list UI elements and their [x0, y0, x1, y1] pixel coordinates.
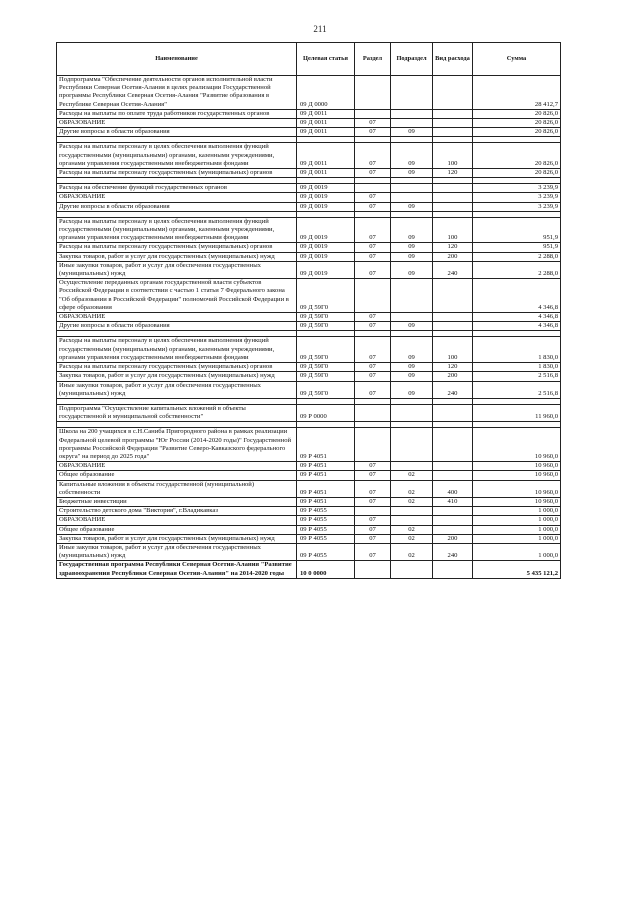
cell-subsection: 09 — [391, 217, 433, 243]
table-row — [57, 497, 561, 506]
cell-section: 07 — [355, 128, 391, 137]
cell-target-article: 09 Д 0019 — [297, 243, 355, 252]
cell-section: 07 — [355, 337, 391, 363]
cell-expense-type: 200 — [433, 372, 473, 381]
table-row — [57, 243, 561, 252]
cell-name: ОБРАЗОВАНИЕ — [57, 313, 297, 322]
cell-sum: 2 288,0 — [473, 252, 561, 261]
cell-section: 07 — [355, 372, 391, 381]
cell-target-article: 09 Р 4051 — [297, 471, 355, 480]
cell-expense-type — [433, 525, 473, 534]
cell-expense-type — [433, 507, 473, 516]
cell-target-article: 09 Р 4055 — [297, 507, 355, 516]
table-row — [57, 217, 561, 243]
cell-subsection: 09 — [391, 169, 433, 178]
cell-target-article: 09 Д 0011 — [297, 128, 355, 137]
cell-section: 07 — [355, 143, 391, 169]
cell-section — [355, 404, 391, 421]
cell-target-article: 09 Д 0011 — [297, 143, 355, 169]
cell-expense-type — [433, 471, 473, 480]
cell-expense-type — [433, 202, 473, 211]
cell-subsection — [391, 561, 433, 578]
cell-subsection: 09 — [391, 372, 433, 381]
table-row — [57, 525, 561, 534]
cell-expense-type — [433, 516, 473, 525]
header-sum: Сумма — [473, 43, 561, 76]
cell-sum: 1 830,0 — [473, 363, 561, 372]
cell-expense-type: 120 — [433, 169, 473, 178]
cell-section: 07 — [355, 480, 391, 497]
cell-sum: 20 826,0 — [473, 169, 561, 178]
cell-section: 07 — [355, 381, 391, 398]
cell-section: 07 — [355, 313, 391, 322]
cell-sum: 951,9 — [473, 217, 561, 243]
cell-section: 07 — [355, 261, 391, 278]
cell-expense-type — [433, 119, 473, 128]
cell-subsection: 09 — [391, 381, 433, 398]
cell-subsection — [391, 193, 433, 202]
cell-subsection — [391, 462, 433, 471]
cell-section: 07 — [355, 363, 391, 372]
cell-sum: 20 826,0 — [473, 143, 561, 169]
cell-expense-type — [433, 322, 473, 331]
cell-expense-type — [433, 184, 473, 193]
cell-target-article: 09 Р 4055 — [297, 543, 355, 560]
cell-sum: 1 000,0 — [473, 525, 561, 534]
cell-name: ОБРАЗОВАНИЕ — [57, 516, 297, 525]
cell-name: Подпрограмма "Обеспечение деятельности органов исполнительной власти Республики Северная Осетия-Алания в целях реализации Государственной программы Республики Северная Осетия-Алания "Развитие образования в Республике Северная Осетия-Алания" — [57, 76, 297, 110]
cell-section: 07 — [355, 543, 391, 560]
cell-expense-type: 100 — [433, 143, 473, 169]
cell-expense-type: 120 — [433, 243, 473, 252]
cell-name: Расходы на выплаты по оплате труда работников государственных органов — [57, 109, 297, 118]
cell-section: 07 — [355, 471, 391, 480]
cell-name: Расходы на выплаты персоналу государственных (муниципальных) органов — [57, 169, 297, 178]
cell-subsection — [391, 279, 433, 313]
cell-expense-type: 400 — [433, 480, 473, 497]
cell-sum: 20 826,0 — [473, 119, 561, 128]
header-target: Целевая статья — [297, 43, 355, 76]
cell-sum: 2 516,8 — [473, 381, 561, 398]
cell-target-article: 09 Д 0011 — [297, 109, 355, 118]
cell-section: 07 — [355, 243, 391, 252]
cell-name: Закупка товаров, работ и услуг для государственных (муниципальных) нужд — [57, 372, 297, 381]
cell-subsection: 09 — [391, 261, 433, 278]
cell-section — [355, 109, 391, 118]
cell-target-article: 10 0 0000 — [297, 561, 355, 578]
cell-subsection: 02 — [391, 525, 433, 534]
table-row — [57, 313, 561, 322]
cell-subsection — [391, 428, 433, 462]
cell-name: Подпрограмма "Осуществление капитальных вложений в объекты государственной и муниципальной собственности" — [57, 404, 297, 421]
cell-target-article: 09 Д 0019 — [297, 202, 355, 211]
cell-sum: 2 516,8 — [473, 372, 561, 381]
cell-name: Осуществление переданных органам государственной власти субъектов Российской Федерации в соответствии с частью 1 статьи 7 Федерального закона "Об образовании в Российской Федерации" полномочий Российской Федерации в сфере образования — [57, 279, 297, 313]
cell-expense-type: 120 — [433, 363, 473, 372]
cell-sum: 1 000,0 — [473, 507, 561, 516]
table-row — [57, 516, 561, 525]
table-row — [57, 561, 561, 578]
table-row — [57, 261, 561, 278]
cell-sum: 10 960,0 — [473, 471, 561, 480]
cell-target-article: 09 Д 0011 — [297, 119, 355, 128]
cell-section: 07 — [355, 119, 391, 128]
cell-target-article: 09 Д 59Г0 — [297, 322, 355, 331]
table-header — [57, 43, 561, 76]
cell-subsection — [391, 404, 433, 421]
header-expense-type: Вид расхода — [433, 43, 473, 76]
cell-name: Общее образование — [57, 471, 297, 480]
cell-subsection: 09 — [391, 363, 433, 372]
table-row — [57, 534, 561, 543]
table-row — [57, 480, 561, 497]
cell-sum: 3 239,9 — [473, 202, 561, 211]
cell-subsection: 09 — [391, 128, 433, 137]
cell-sum: 3 239,9 — [473, 193, 561, 202]
cell-subsection: 09 — [391, 252, 433, 261]
cell-name: ОБРАЗОВАНИЕ — [57, 462, 297, 471]
cell-section: 07 — [355, 525, 391, 534]
cell-subsection — [391, 516, 433, 525]
cell-target-article: 09 Д 0019 — [297, 261, 355, 278]
cell-section: 07 — [355, 322, 391, 331]
table-body — [57, 76, 561, 579]
cell-subsection: 09 — [391, 202, 433, 211]
cell-target-article: 09 Д 0000 — [297, 76, 355, 110]
cell-sum: 11 960,0 — [473, 404, 561, 421]
cell-subsection: 09 — [391, 337, 433, 363]
cell-name: Государственная программа Республики Северная Осетия-Алания "Развитие здравоохранения Республики Северная Осетия-Алания" на 2014-2020 годы — [57, 561, 297, 578]
cell-section: 07 — [355, 193, 391, 202]
cell-sum: 20 826,0 — [473, 109, 561, 118]
cell-name: Расходы на выплаты персоналу в целях обеспечения выполнения функций государственными (муниципальными) органами, казенными учреждениями, органами управления государственными внебюджетными фондами — [57, 337, 297, 363]
cell-name: ОБРАЗОВАНИЕ — [57, 193, 297, 202]
cell-section — [355, 507, 391, 516]
table-row — [57, 119, 561, 128]
cell-target-article: 09 Д 59Г0 — [297, 313, 355, 322]
cell-expense-type — [433, 404, 473, 421]
cell-name: Расходы на выплаты персоналу в целях обеспечения выполнения функций государственными (муниципальными) органами, казенными учреждениями, органами управления государственными внебюджетными фондами — [57, 143, 297, 169]
cell-name: Другие вопросы в области образования — [57, 202, 297, 211]
cell-name: Капитальные вложения в объекты государственной (муниципальной) собственности — [57, 480, 297, 497]
cell-target-article: 09 Р 4051 — [297, 497, 355, 506]
cell-sum: 1 000,0 — [473, 516, 561, 525]
cell-subsection: 02 — [391, 471, 433, 480]
cell-expense-type: 240 — [433, 543, 473, 560]
cell-sum: 3 239,9 — [473, 184, 561, 193]
cell-target-article: 09 Р 4051 — [297, 480, 355, 497]
cell-target-article: 09 Д 0019 — [297, 193, 355, 202]
cell-target-article: 09 Д 0011 — [297, 169, 355, 178]
cell-expense-type: 100 — [433, 337, 473, 363]
table-row — [57, 507, 561, 516]
cell-section: 07 — [355, 534, 391, 543]
cell-target-article: 09 Р 4051 — [297, 462, 355, 471]
cell-expense-type — [433, 462, 473, 471]
table-row — [57, 202, 561, 211]
cell-expense-type: 410 — [433, 497, 473, 506]
cell-name: ОБРАЗОВАНИЕ — [57, 119, 297, 128]
cell-name: Общее образование — [57, 525, 297, 534]
cell-name: Иные закупки товаров, работ и услуг для обеспечения государственных (муниципальных) нужд — [57, 543, 297, 560]
cell-name: Строительство детского дома "Виктория", г.Владикавказ — [57, 507, 297, 516]
cell-sum: 951,9 — [473, 243, 561, 252]
cell-target-article: 09 Р 4055 — [297, 525, 355, 534]
cell-expense-type — [433, 561, 473, 578]
table-row — [57, 184, 561, 193]
cell-subsection: 09 — [391, 322, 433, 331]
cell-section: 07 — [355, 217, 391, 243]
cell-section — [355, 184, 391, 193]
cell-name: Школа на 200 учащихся в с.Н.Саниба Пригородного района в рамках реализации Федеральной целевой программы "Юг России (2014-2020 годы)" Государственной программы Российской Федерации "Развитие Северо-Кавказского федерального округа" на период до 2025 года" — [57, 428, 297, 462]
cell-expense-type — [433, 279, 473, 313]
table-row — [57, 128, 561, 137]
cell-sum: 10 960,0 — [473, 497, 561, 506]
cell-expense-type: 200 — [433, 534, 473, 543]
cell-expense-type — [433, 128, 473, 137]
cell-sum: 5 435 121,2 — [473, 561, 561, 578]
cell-sum: 4 346,8 — [473, 313, 561, 322]
cell-sum: 2 288,0 — [473, 261, 561, 278]
table-row — [57, 143, 561, 169]
cell-sum: 10 960,0 — [473, 462, 561, 471]
cell-target-article: 09 Р 4055 — [297, 516, 355, 525]
cell-sum: 1 830,0 — [473, 337, 561, 363]
cell-target-article: 09 Д 59Г0 — [297, 381, 355, 398]
cell-section: 07 — [355, 516, 391, 525]
header-section: Раздел — [355, 43, 391, 76]
table-row — [57, 279, 561, 313]
cell-name: Расходы на выплаты персоналу государственных (муниципальных) органов — [57, 243, 297, 252]
cell-name: Закупка товаров, работ и услуг для государственных (муниципальных) нужд — [57, 534, 297, 543]
table-row — [57, 193, 561, 202]
cell-expense-type — [433, 428, 473, 462]
cell-target-article: 09 Д 59Г0 — [297, 337, 355, 363]
cell-subsection — [391, 76, 433, 110]
cell-section: 07 — [355, 202, 391, 211]
cell-name: Другие вопросы в области образования — [57, 128, 297, 137]
budget-table — [56, 42, 561, 579]
cell-sum: 4 346,8 — [473, 322, 561, 331]
cell-expense-type: 240 — [433, 381, 473, 398]
cell-name: Иные закупки товаров, работ и услуг для обеспечения государственных (муниципальных) нужд — [57, 261, 297, 278]
cell-subsection: 02 — [391, 497, 433, 506]
cell-name: Закупка товаров, работ и услуг для государственных (муниципальных) нужд — [57, 252, 297, 261]
cell-target-article: 09 Р 0000 — [297, 404, 355, 421]
cell-target-article: 09 Р 4055 — [297, 534, 355, 543]
table-row — [57, 109, 561, 118]
cell-sum: 10 960,0 — [473, 480, 561, 497]
cell-sum: 1 000,0 — [473, 534, 561, 543]
cell-section: 07 — [355, 497, 391, 506]
cell-name: Другие вопросы в области образования — [57, 322, 297, 331]
table-row — [57, 471, 561, 480]
cell-expense-type: 100 — [433, 217, 473, 243]
cell-target-article: 09 Д 59Г0 — [297, 372, 355, 381]
cell-target-article: 09 Р 4051 — [297, 428, 355, 462]
cell-subsection: 02 — [391, 480, 433, 497]
table-row — [57, 169, 561, 178]
cell-section — [355, 561, 391, 578]
cell-section — [355, 76, 391, 110]
table-row — [57, 428, 561, 462]
cell-subsection: 02 — [391, 534, 433, 543]
cell-expense-type — [433, 109, 473, 118]
cell-target-article: 09 Д 0019 — [297, 184, 355, 193]
cell-section: 07 — [355, 169, 391, 178]
cell-subsection: 09 — [391, 143, 433, 169]
cell-sum: 4 346,8 — [473, 279, 561, 313]
cell-expense-type — [433, 76, 473, 110]
cell-name: Расходы на выплаты персоналу в целях обеспечения выполнения функций государственными (муниципальными) органами, казенными учреждениями, органами управления государственными внебюджетными фондами — [57, 217, 297, 243]
header-subsection: Подраздел — [391, 43, 433, 76]
table-row — [57, 404, 561, 421]
cell-subsection — [391, 507, 433, 516]
cell-sum: 20 826,0 — [473, 128, 561, 137]
cell-subsection — [391, 313, 433, 322]
table-row — [57, 381, 561, 398]
table-row — [57, 543, 561, 560]
table-row — [57, 372, 561, 381]
header-row — [57, 43, 561, 76]
table-row — [57, 462, 561, 471]
cell-expense-type: 200 — [433, 252, 473, 261]
cell-expense-type — [433, 313, 473, 322]
cell-target-article: 09 Д 59Г0 — [297, 279, 355, 313]
table-row — [57, 337, 561, 363]
cell-target-article: 09 Д 59Г0 — [297, 363, 355, 372]
cell-subsection: 09 — [391, 243, 433, 252]
cell-expense-type: 240 — [433, 261, 473, 278]
table-row — [57, 252, 561, 261]
page-number: 211 — [313, 24, 327, 34]
cell-section — [355, 279, 391, 313]
cell-target-article: 09 Д 0019 — [297, 252, 355, 261]
cell-section — [355, 428, 391, 462]
cell-section: 07 — [355, 252, 391, 261]
cell-name: Расходы на выплаты персоналу государственных (муниципальных) органов — [57, 363, 297, 372]
cell-subsection — [391, 109, 433, 118]
cell-name: Иные закупки товаров, работ и услуг для обеспечения государственных (муниципальных) нужд — [57, 381, 297, 398]
cell-subsection — [391, 119, 433, 128]
cell-expense-type — [433, 193, 473, 202]
cell-name: Бюджетные инвестиции — [57, 497, 297, 506]
table-row — [57, 363, 561, 372]
table-row — [57, 76, 561, 110]
cell-section: 07 — [355, 462, 391, 471]
cell-sum: 1 000,0 — [473, 543, 561, 560]
cell-subsection — [391, 184, 433, 193]
cell-sum: 10 960,0 — [473, 428, 561, 462]
table-row — [57, 322, 561, 331]
header-name: Наименование — [57, 43, 297, 76]
cell-subsection: 02 — [391, 543, 433, 560]
cell-sum: 28 412,7 — [473, 76, 561, 110]
cell-target-article: 09 Д 0019 — [297, 217, 355, 243]
cell-name: Расходы на обеспечение функций государственных органов — [57, 184, 297, 193]
